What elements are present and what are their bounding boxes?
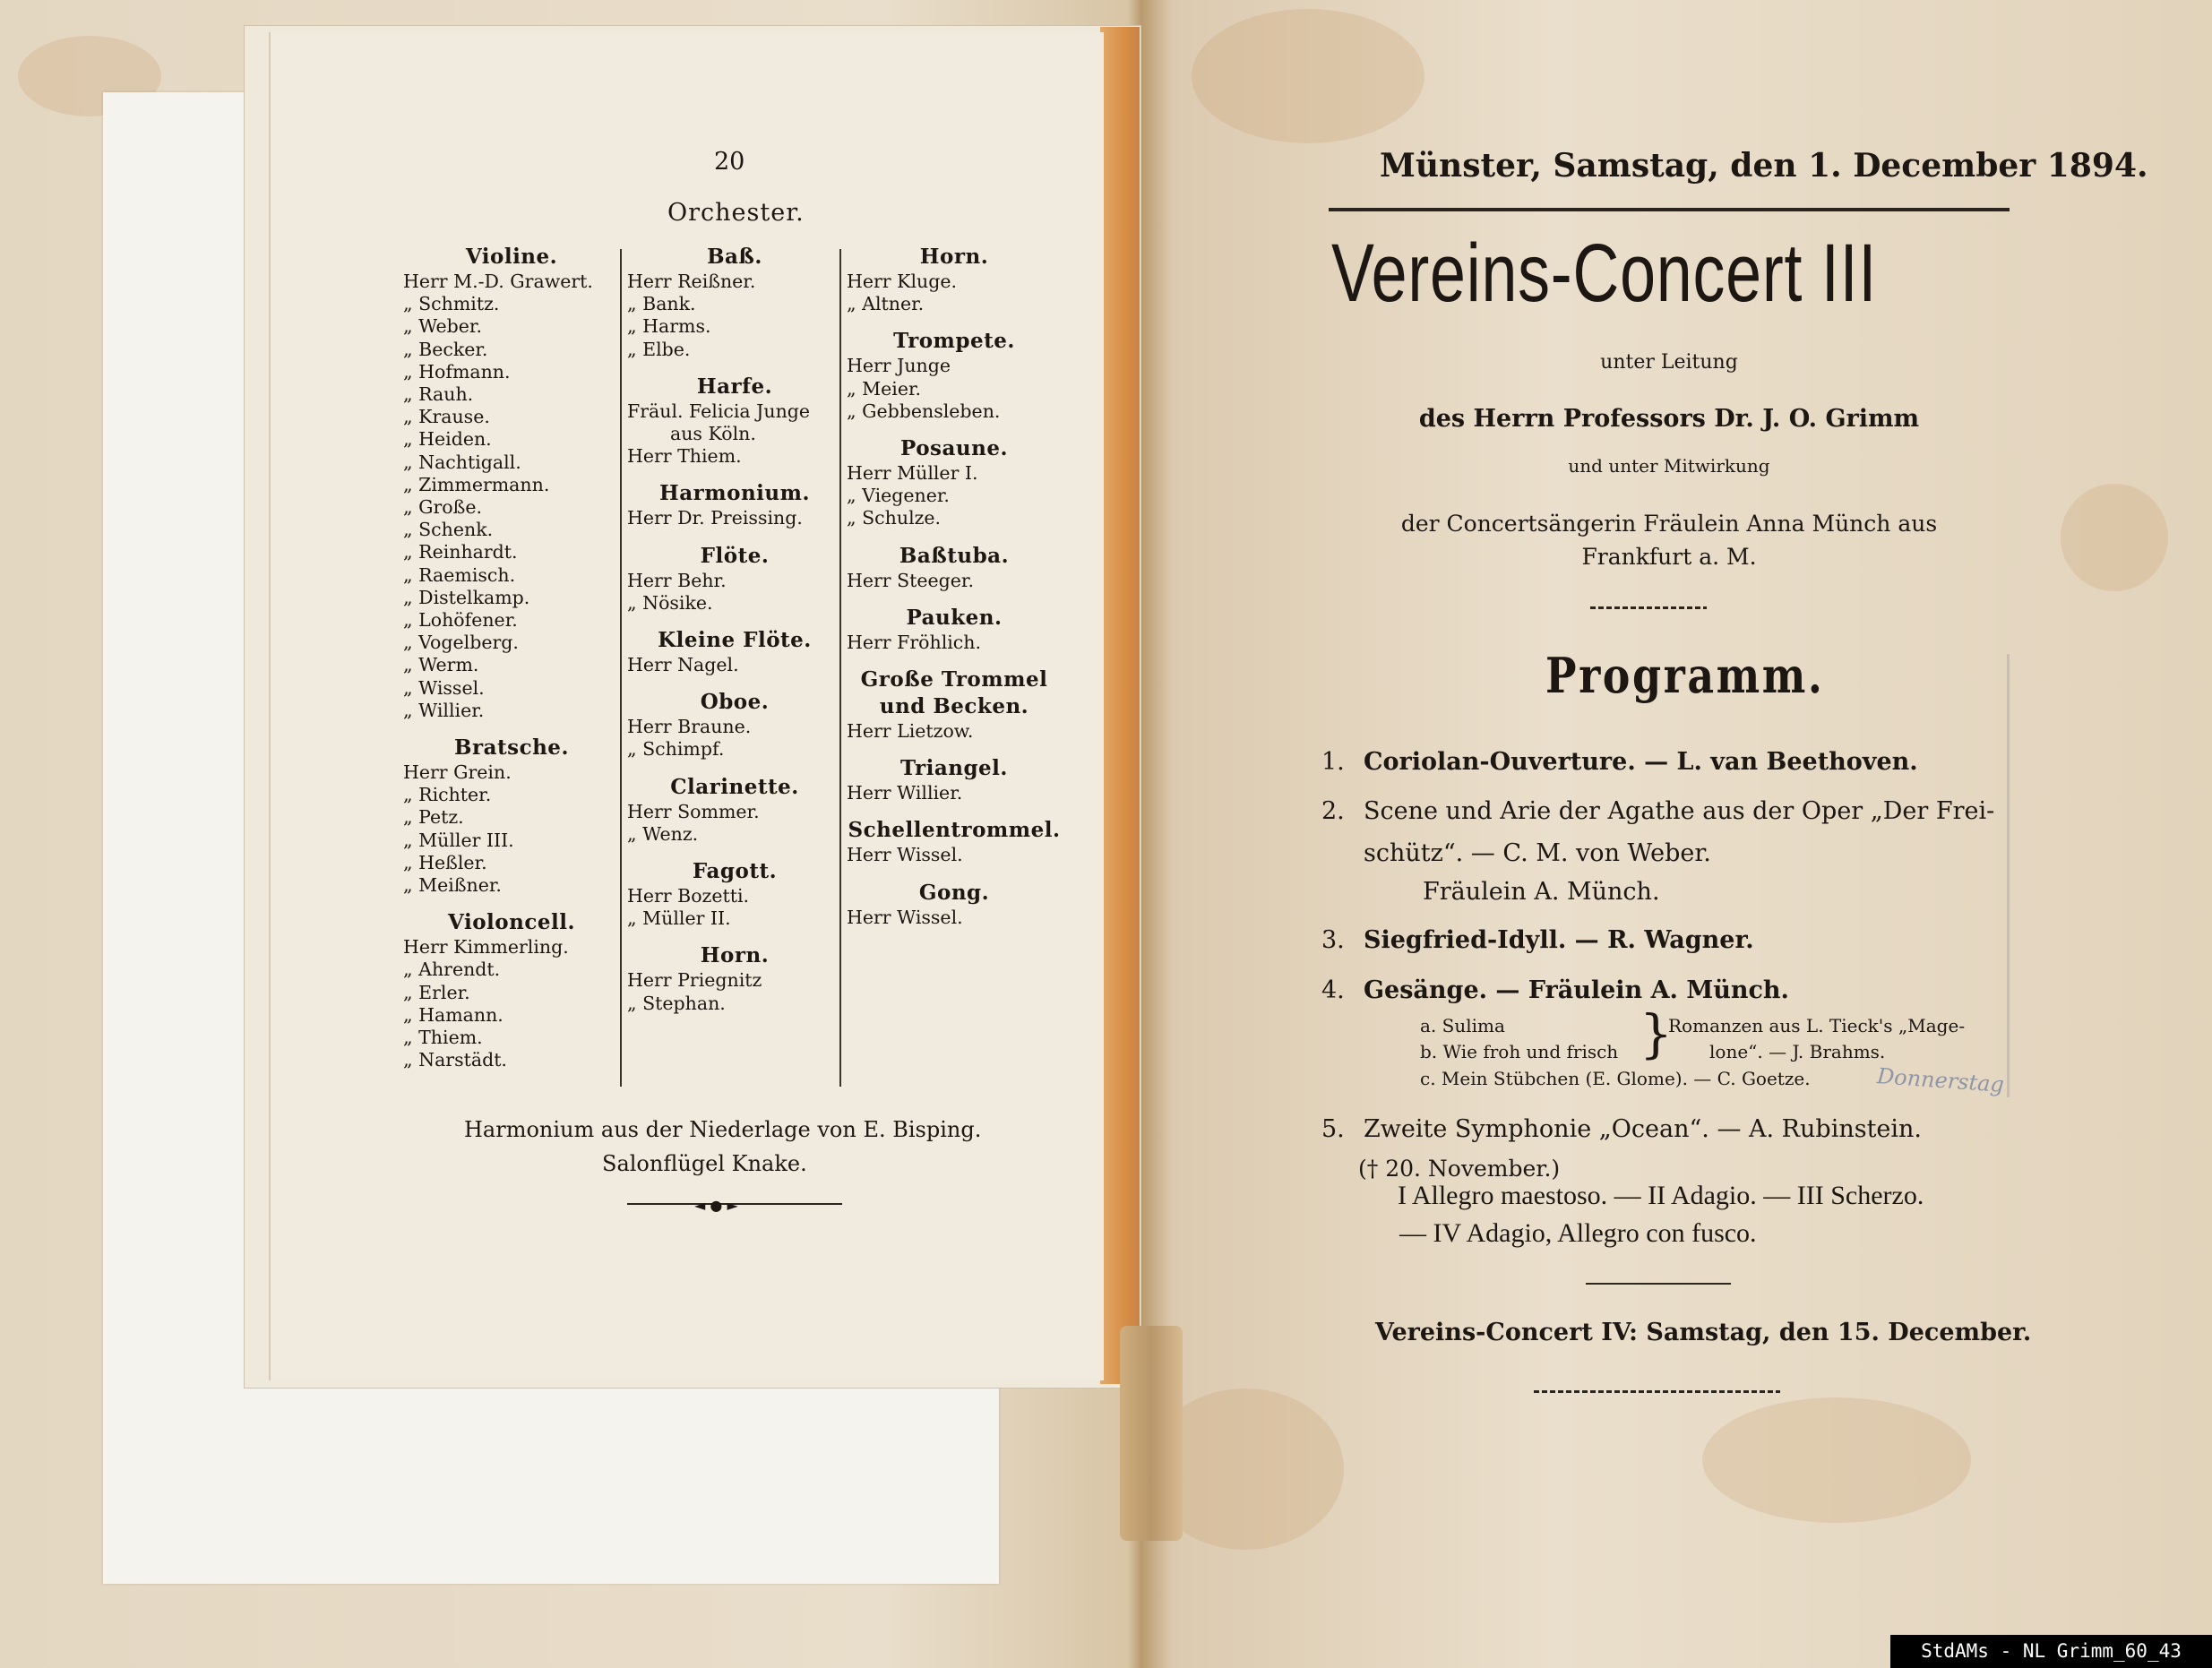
- section-heading: Bratsche.: [454, 735, 569, 761]
- musician-entry: „ Wissel.: [403, 676, 485, 699]
- program-item: Siegfried-Idyll. — R. Wagner.: [1364, 926, 1754, 954]
- piano-credit: Salonflügel Knake.: [602, 1151, 807, 1176]
- musician-entry: „ Raemisch.: [403, 563, 516, 586]
- soloist-line: der Concertsängerin Fräulein Anna Münch aus: [1400, 511, 1938, 537]
- musician-entry: „ Elbe.: [627, 338, 691, 360]
- musician-entry: „ Krause.: [403, 406, 490, 428]
- musician-entry: „ Große.: [403, 496, 482, 519]
- musician-list: [627, 400, 842, 469]
- musician-list: [403, 761, 620, 897]
- musician-entry: Herr Dr. Preissing.: [627, 507, 803, 529]
- column-divider: [620, 249, 622, 1087]
- musician-entry: „ Zimmermann.: [403, 473, 550, 495]
- program-item: Zweite Symphonie „Ocean“. — A. Rubinstein.: [1364, 1115, 1923, 1143]
- musician-entry: Herr Müller I.: [847, 462, 978, 485]
- musician-entry: Herr Behr.: [627, 569, 727, 591]
- musician-list: [627, 654, 842, 676]
- musician-entry: Herr Willier.: [847, 782, 963, 804]
- musician-entry: „ Willier.: [403, 699, 485, 721]
- program-item-number: 1.: [1321, 748, 1345, 776]
- musician-entry: Herr Grein.: [403, 761, 512, 784]
- musician-entry: „ Gebbensleben.: [847, 400, 1001, 422]
- harmonium-credit: Harmonium aus der Niederlage von E. Bisping.: [464, 1117, 982, 1142]
- song-c: c. Mein Stübchen (E. Glome). — C. Goetze.: [1420, 1068, 1811, 1089]
- wavy-divider: [1534, 1390, 1780, 1393]
- musician-list: [627, 507, 842, 529]
- section-heading: Fagott.: [692, 859, 778, 884]
- musician-entry: „ Weber.: [403, 315, 482, 338]
- program-item-number: 5.: [1321, 1115, 1345, 1143]
- program-item-line: Fräulein A. Münch.: [1423, 878, 1660, 906]
- musician-entry: „ Richter.: [403, 784, 492, 806]
- musician-entry: Herr Nagel.: [627, 654, 739, 676]
- section-heading: Baß.: [707, 245, 762, 269]
- musician-entry: Herr Junge: [847, 355, 951, 377]
- musician-list: [627, 885, 842, 930]
- musician-entry: „ Meißner.: [403, 874, 502, 897]
- musician-entry: „ Nachtigall.: [403, 451, 521, 473]
- paper-stain: [1192, 9, 1424, 143]
- section-heading: Große Trommel und Becken.: [860, 667, 1048, 719]
- margin-line: [2007, 654, 2010, 1097]
- pencil-annotation: Donnerstag: [1876, 1063, 2005, 1097]
- musician-entry: „ Thiem.: [403, 1027, 483, 1049]
- orchestra-column-2: [627, 244, 842, 1015]
- section-heading: Gong.: [918, 880, 990, 905]
- brace-icon: }: [1640, 1003, 1673, 1064]
- musician-entry: „ Ahrendt.: [403, 959, 501, 981]
- musician-entry: Herr Kluge.: [847, 271, 957, 292]
- musician-list: [847, 782, 1062, 804]
- musician-list: [847, 355, 1062, 423]
- musician-list: [403, 936, 620, 1071]
- program-item-line: († 20. November.): [1358, 1156, 1561, 1182]
- musician-entry: Herr Reißner.: [627, 271, 756, 292]
- musician-entry: „ Lohöfener.: [403, 609, 518, 632]
- program-item: Gesänge. — Fräulein A. Münch.: [1364, 976, 1789, 1004]
- musician-entry: Herr Wissel.: [847, 844, 963, 866]
- musician-entry: Herr Wissel.: [847, 906, 963, 928]
- conductor-name: des Herrn Professors Dr. J. O. Grimm: [1418, 405, 1920, 433]
- ornament-arrow-icon: ◄ ● ►: [694, 1197, 738, 1214]
- musician-list: [847, 570, 1062, 592]
- musician-entry: „ Hofmann.: [403, 360, 511, 383]
- musician-entry: „ Reinhardt.: [403, 541, 518, 563]
- musician-list: [627, 969, 842, 1014]
- musician-entry: „ Schimpf.: [627, 738, 725, 761]
- musician-entry: „ Meier.: [847, 377, 922, 400]
- section-heading: Clarinette.: [670, 774, 799, 799]
- section-heading: Oboe.: [700, 690, 770, 715]
- next-concert: Vereins-Concert IV: Samstag, den 15. December.: [1375, 1319, 2032, 1346]
- musician-entry: Herr Bozetti.: [627, 885, 750, 907]
- section-heading: Harfe.: [696, 374, 773, 399]
- musician-list: [847, 632, 1062, 654]
- song-b: b. Wie froh und frisch: [1420, 1041, 1619, 1062]
- musician-entry: „ Heiden.: [403, 428, 492, 451]
- musician-entry: Herr M.-D. Grawert.: [403, 271, 593, 292]
- musician-list: [403, 271, 620, 722]
- musician-entry: „ Nösike.: [627, 591, 713, 614]
- section-heading: Trompete.: [893, 329, 1015, 354]
- musician-entry: Herr Thiem.: [627, 445, 742, 468]
- musician-list: [627, 801, 842, 846]
- musician-entry: Herr Braune.: [627, 716, 752, 738]
- musician-list: [847, 907, 1062, 929]
- section-heading: Horn.: [700, 943, 770, 968]
- booklet-page-edges: [1100, 27, 1140, 1384]
- musician-entry: Herr Priegnitz: [627, 969, 762, 992]
- orchestra-title: Orchester.: [667, 199, 805, 227]
- musician-entry: Herr Lietzow.: [847, 720, 974, 743]
- musician-entry: „ Heßler.: [403, 851, 487, 873]
- divider-rule: [1586, 1283, 1731, 1285]
- conductor-intro: unter Leitung: [1600, 351, 1738, 374]
- section-heading: Horn.: [919, 245, 989, 269]
- musician-entry: „ Bank.: [627, 293, 696, 315]
- soloist-origin: Frankfurt a. M.: [1581, 544, 1757, 570]
- musician-entry: Herr Fröhlich.: [847, 631, 982, 653]
- song-composer-line2: lone“. — J. Brahms.: [1709, 1041, 1886, 1062]
- wavy-divider: [1590, 606, 1707, 609]
- movement-line: — IV Adagio, Allegro con fusco.: [1399, 1218, 1757, 1248]
- musician-entry: aus Köln.: [670, 423, 756, 445]
- program-item-line: schütz“. — C. M. von Weber.: [1364, 839, 1711, 867]
- musician-entry: „ Müller III.: [403, 829, 514, 851]
- section-heading: Kleine Flöte.: [658, 628, 812, 653]
- musician-entry: „ Vogelberg.: [403, 632, 519, 654]
- paper-stain: [2061, 484, 2168, 591]
- section-heading: Schellentrommel.: [848, 818, 1061, 843]
- musician-entry: Herr Sommer.: [627, 800, 760, 822]
- musician-entry: Herr Steeger.: [847, 569, 974, 591]
- section-heading: Pauken.: [906, 605, 1003, 630]
- musician-entry: „ Müller II.: [627, 907, 731, 930]
- section-heading: Triangel.: [900, 756, 1008, 781]
- musician-list: [847, 271, 1062, 315]
- musician-list: [627, 570, 842, 615]
- section-heading: Harmonium.: [659, 481, 810, 506]
- musician-entry: „ Hamann.: [403, 1003, 504, 1026]
- torn-spine: [1120, 1326, 1183, 1541]
- musician-entry: „ Erler.: [403, 981, 470, 1003]
- musician-entry: Fräul. Felicia Junge: [627, 400, 811, 422]
- musician-entry: „ Narstädt.: [403, 1049, 507, 1071]
- song-a: a. Sulima: [1420, 1015, 1505, 1036]
- musician-list: [847, 462, 1062, 530]
- page-number: 20: [714, 148, 745, 176]
- musician-entry: „ Petz.: [403, 806, 464, 829]
- musician-entry: „ Werm.: [403, 654, 479, 676]
- musician-entry: „ Schenk.: [403, 519, 494, 541]
- archive-label: StdAMs - NL Grimm_60_43: [1890, 1635, 2212, 1668]
- musician-entry: „ Harms.: [627, 315, 711, 338]
- musician-entry: „ Viegener.: [847, 485, 950, 507]
- program-heading: Programm.: [1545, 647, 1825, 704]
- musician-entry: „ Rauh.: [403, 383, 474, 406]
- section-heading: Violoncell.: [448, 910, 575, 935]
- movement-line: I Allegro maestoso. — II Adagio. — III Scherzo.: [1398, 1181, 1924, 1210]
- section-heading: Posaune.: [900, 436, 1008, 461]
- paper-stain: [1702, 1397, 1971, 1523]
- section-heading: Flöte.: [700, 543, 770, 568]
- program-item-number: 3.: [1321, 926, 1345, 954]
- section-heading: Baßtuba.: [899, 543, 1010, 568]
- header-rule: [1329, 208, 2010, 211]
- musician-entry: „ Schulze.: [847, 507, 942, 529]
- program-item-number: 4.: [1321, 976, 1345, 1004]
- musician-list: [847, 720, 1062, 743]
- program-item: Scene und Arie der Agathe aus der Oper „Der Frei-: [1364, 797, 1995, 825]
- musician-entry: „ Stephan.: [627, 992, 726, 1014]
- orchestra-column-3: [847, 244, 1062, 929]
- song-composer-line1: Romanzen aus L. Tieck's „Mage-: [1668, 1015, 1966, 1036]
- concert-title: Vereins-Concert III: [1331, 228, 1878, 319]
- musician-list: [627, 271, 842, 361]
- musician-entry: „ Becker.: [403, 338, 488, 360]
- musician-entry: „ Wenz.: [627, 822, 699, 845]
- soloist-intro: und unter Mitwirkung: [1568, 455, 1770, 477]
- musician-list: [627, 716, 842, 761]
- orchestra-column-1: [403, 244, 620, 1072]
- musician-entry: Herr Kimmerling.: [403, 936, 569, 959]
- concert-date-line: Münster, Samstag, den 1. December 1894.: [1380, 147, 2148, 185]
- section-heading: Violine.: [465, 245, 558, 269]
- program-item: Coriolan-Ouverture. — L. van Beethoven.: [1364, 748, 1918, 776]
- musician-entry: „ Altner.: [847, 293, 925, 315]
- musician-entry: „ Distelkamp.: [403, 586, 530, 608]
- musician-entry: „ Schmitz.: [403, 293, 500, 315]
- program-item-number: 2.: [1321, 797, 1345, 825]
- musician-list: [847, 844, 1062, 866]
